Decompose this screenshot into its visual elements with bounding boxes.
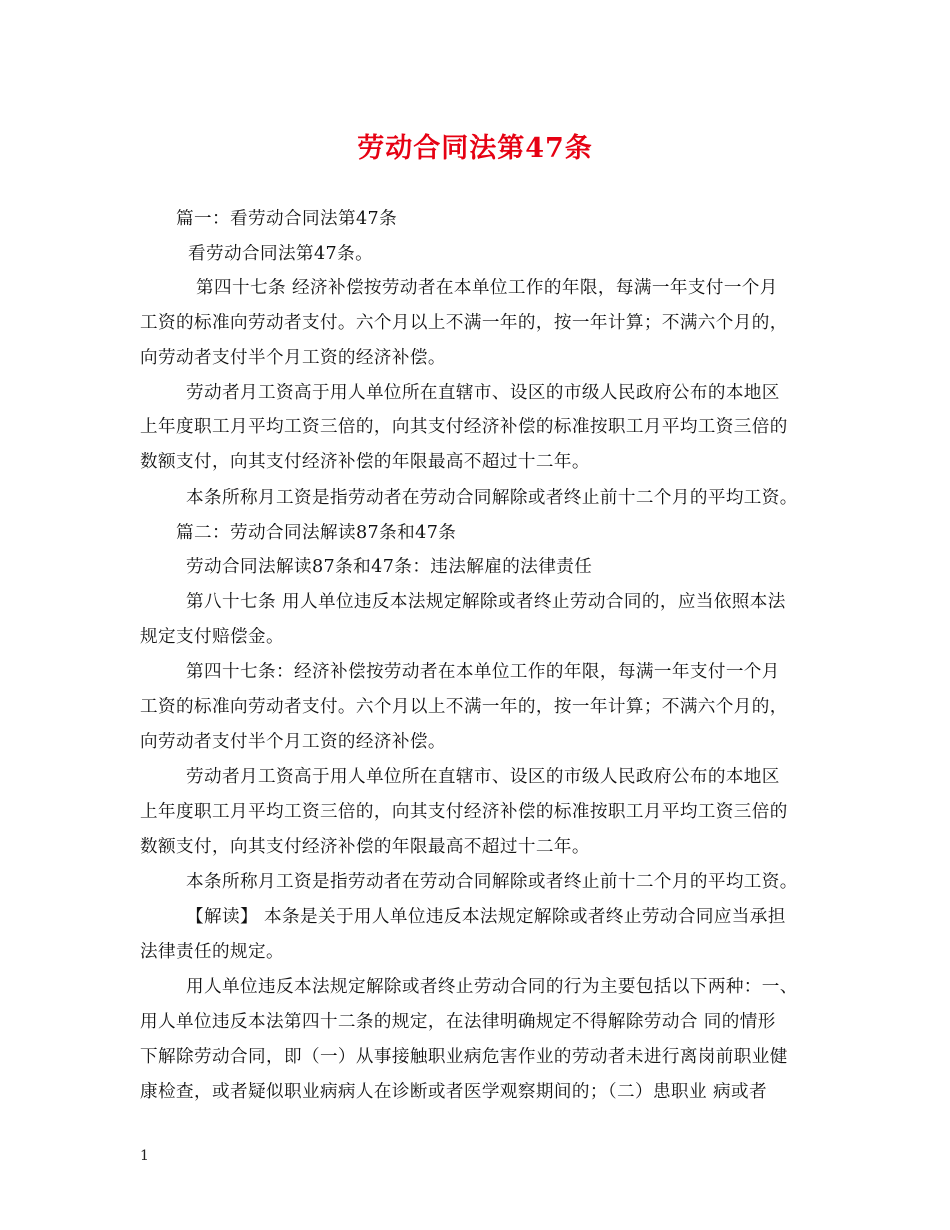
text-line: 上年度职工月平均工资三倍的，向其支付经济补偿的标准按职工月平均工资三倍的 <box>140 417 788 437</box>
text-line: 康检查，或者疑似职业病病人在诊断或者医学观察期间的；（二）患职业 病或者 <box>140 1082 767 1102</box>
text-line: 数额支付，向其支付经济补偿的年限最高不超过十二年。 <box>140 452 590 472</box>
text-line: 劳动者月工资高于用人单位所在直辖市、设区的市级人民政府公布的本地区 <box>186 767 780 787</box>
text-line: 下解除劳动合同，即（一）从事接触职业病危害作业的劳动者未进行离岗前职业健 <box>140 1047 788 1067</box>
text-line: 向劳动者支付半个月工资的经济补偿。 <box>140 348 446 368</box>
text-line: 数额支付，向其支付经济补偿的年限最高不超过十二年。 <box>140 837 590 857</box>
page-number: 1 <box>140 1148 149 1164</box>
text-line: 用人单位违反本法第四十二条的规定，在法律明确规定不得解除劳动合 同的情形 <box>140 1012 776 1032</box>
text-line: 篇一：看劳动合同法第47条 <box>176 209 398 229</box>
text-line: 劳动者月工资高于用人单位所在直辖市、设区的市级人民政府公布的本地区 <box>186 383 780 403</box>
text-line: 【解读】 本条是关于用人单位违反本法规定解除或者终止劳动合同应当承担 <box>186 907 786 927</box>
text-line: 工资的标准向劳动者支付。六个月以上不满一年的，按一年计算；不满六个月的， <box>140 697 788 717</box>
text-line: 向劳动者支付半个月工资的经济补偿。 <box>140 732 446 752</box>
text-line: 第四十七条：经济补偿按劳动者在本单位工作的年限，每满一年支付一个月 <box>186 662 780 682</box>
text-line: 用人单位违反本法规定解除或者终止劳动合同的行为主要包括以下两种：一、 <box>186 977 798 997</box>
text-line: 规定支付赔偿金。 <box>140 627 284 647</box>
text-line: 本条所称月工资是指劳动者在劳动合同解除或者终止前十二个月的平均工资。 <box>186 488 798 508</box>
text-line: 第四十七条 经济补偿按劳动者在本单位工作的年限，每满一年支付一个月 <box>196 278 778 298</box>
text-line: 第八十七条 用人单位违反本法规定解除或者终止劳动合同的，应当依照本法 <box>186 592 786 612</box>
text-line: 劳动合同法解读87条和47条：违法解雇的法律责任 <box>186 557 593 577</box>
text-line: 看劳动合同法第47条。 <box>188 244 374 264</box>
text-line: 上年度职工月平均工资三倍的，向其支付经济补偿的标准按职工月平均工资三倍的 <box>140 802 788 822</box>
text-line: 工资的标准向劳动者支付。六个月以上不满一年的，按一年计算；不满六个月的， <box>140 313 788 333</box>
text-line: 法律责任的规定。 <box>140 942 284 962</box>
document-title: 劳动合同法第47条 <box>357 133 593 164</box>
text-line: 篇二：劳动合同法解读87条和47条 <box>176 523 457 543</box>
text-line: 本条所称月工资是指劳动者在劳动合同解除或者终止前十二个月的平均工资。 <box>186 872 798 892</box>
